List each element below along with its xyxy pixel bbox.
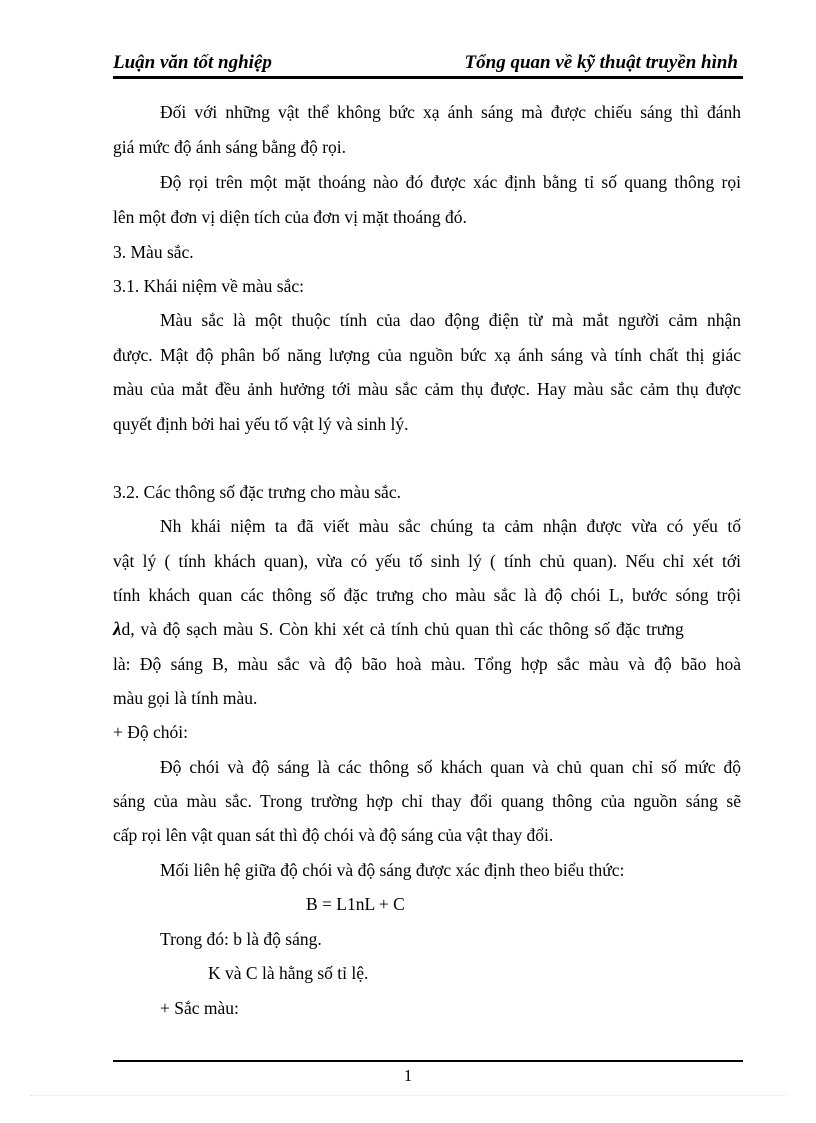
page-bottom-border bbox=[30, 1095, 786, 1096]
list-item-heading: + Độ chói: bbox=[113, 722, 188, 742]
paragraph-line: lên một đơn vị diện tích của đơn vị mặt thoáng đó. bbox=[113, 207, 467, 227]
lambda-symbol: λ bbox=[113, 619, 122, 640]
paragraph-line: K và C là hằng số tỉ lệ. bbox=[208, 963, 369, 983]
paragraph-line: giá mức độ ánh sáng bằng độ rọi. bbox=[113, 137, 347, 157]
header-right-title: Tổng quan về kỹ thuật truyền hình bbox=[464, 52, 738, 73]
page-header bbox=[113, 52, 742, 76]
paragraph-line-text: d, và độ sạch màu S. Còn khi xét cả tính chủ quan thì các thông số đặc trưng bbox=[121, 619, 684, 639]
paragraph-line: được. Mật độ phân bố năng lượng của nguồn bức xạ ánh sáng và tính chất thị giác bbox=[113, 345, 741, 365]
header-left-title: Luận văn tốt nghiệp bbox=[113, 52, 272, 73]
paragraph-line-with-symbol bbox=[113, 618, 741, 641]
list-item-heading: + Sắc màu: bbox=[160, 998, 239, 1018]
paragraph-line: vật lý ( tính khách quan), vừa có yếu tố sinh lý ( tính chủ quan). Nếu chỉ xét tới bbox=[113, 551, 741, 571]
paragraph-line: Đối với những vật thể không bức xạ ánh sáng mà được chiếu sáng thì đánh bbox=[160, 102, 741, 122]
subsection-heading: 3.2. Các thông số đặc trưng cho màu sắc. bbox=[113, 482, 401, 502]
subsection-heading: 3.1. Khái niệm về màu sắc: bbox=[113, 276, 304, 296]
paragraph-line: màu gọi là tính màu. bbox=[113, 688, 258, 708]
paragraph-line: màu của mắt đều ảnh hưởng tới màu sắc cảm thụ được. Hay màu sắc cảm thụ được bbox=[113, 379, 741, 399]
paragraph-line: Độ rọi trên một mặt thoáng nào đó được xác định bằng tỉ số quang thông rọi bbox=[160, 172, 741, 192]
paragraph-line: cấp rọi lên vật quan sát thì độ chói và độ sáng của vật thay đổi. bbox=[113, 825, 554, 845]
footer-rule bbox=[113, 1060, 743, 1062]
paragraph-line: là: Độ sáng B, màu sắc và độ bão hoà màu. Tổng hợp sắc màu và độ bão hoà bbox=[113, 654, 741, 674]
section-heading: 3. Màu sắc. bbox=[113, 242, 194, 262]
formula: B = L1nL + C bbox=[306, 894, 405, 914]
paragraph-line: Màu sắc là một thuộc tính của dao động điện từ mà mắt người cảm nhận bbox=[160, 310, 741, 330]
page-number: 1 bbox=[403, 1066, 413, 1085]
paragraph-line: quyết định bởi hai yếu tố vật lý và sinh lý. bbox=[113, 414, 409, 434]
paragraph-line: tính khách quan các thông số đặc trưng cho màu sắc là độ chói L, bước sóng trội bbox=[113, 585, 741, 605]
header-rule bbox=[113, 76, 743, 79]
paragraph-line: sáng của màu sắc. Trong trường hợp chỉ thay đổi quang thông của nguồn sáng sẽ bbox=[113, 791, 741, 811]
paragraph-line: Nh khái niệm ta đã viết màu sắc chúng ta cảm nhận được vừa có yếu tố bbox=[160, 516, 741, 536]
paragraph-line: Độ chói và độ sáng là các thông số khách quan và chủ quan chỉ số mức độ bbox=[160, 757, 741, 777]
paragraph-line: Trong đó: b là độ sáng. bbox=[160, 929, 322, 949]
paragraph-line: Mối liên hệ giữa độ chói và độ sáng được xác định theo biểu thức: bbox=[160, 860, 625, 880]
